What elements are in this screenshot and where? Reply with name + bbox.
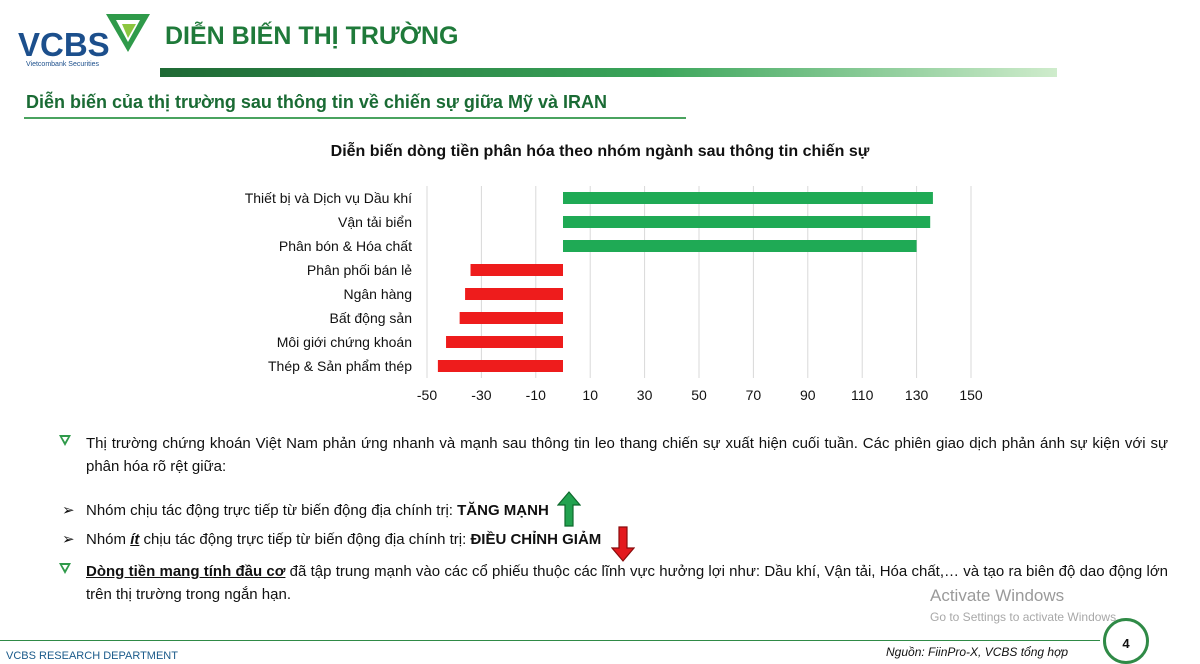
sub-bullet-1-text: Nhóm chịu tác động trực tiếp từ biến động địa chính trị: [86, 502, 458, 519]
x-tick-label: -50 [416, 387, 438, 403]
footer-divider [0, 640, 1100, 641]
category-label: Môi giới chứng khoán [276, 334, 412, 350]
chart-title: Diễn biến dòng tiền phân hóa theo nhóm ngành sau thông tin chiến sự [330, 143, 870, 160]
bar [465, 288, 563, 300]
x-tick-label: 150 [959, 387, 983, 403]
bar [563, 240, 917, 252]
arrow-bullet-icon: ➢ [62, 531, 75, 548]
bullet-item-1 [62, 432, 1168, 478]
footer-source: Nguồn: FiinPro-X, VCBS tổng hợp [886, 645, 1069, 659]
logo-text: VCBS [18, 26, 110, 63]
x-tick-label: -10 [525, 387, 546, 403]
category-label: Vận tải biển [338, 214, 412, 230]
x-tick-label: 10 [582, 387, 598, 403]
arrow-bullet-icon: ➢ [62, 502, 75, 519]
bar [460, 312, 563, 324]
category-label: Thiết bị và Dịch vụ Dầu khí [244, 190, 412, 206]
leaf-bullet-icon [58, 433, 72, 447]
x-tick-label: 70 [745, 387, 762, 403]
leaf-bullet-icon [58, 561, 72, 575]
category-label: Bất động sản [329, 310, 412, 326]
x-tick-label: 110 [851, 387, 874, 403]
bar [438, 360, 563, 372]
footer-department: VCBS RESEARCH DEPARTMENT [6, 650, 178, 662]
bar [563, 216, 930, 228]
watermark-title: Activate Windows [930, 586, 1065, 605]
watermark-subtitle: Go to Settings to activate Windows. [930, 610, 1120, 624]
section-subtitle: Diễn biến của thị trường sau thông tin về chiến sự giữa Mỹ và IRAN [26, 92, 607, 112]
sub-bullet-2 [62, 526, 635, 562]
bar [563, 192, 933, 204]
sub-bullet-2-text: chịu tác động trực tiếp từ biến động địa chính trị: [139, 531, 471, 548]
bar [446, 336, 563, 348]
down-arrow-icon [611, 526, 635, 562]
x-tick-label: 30 [636, 387, 653, 403]
category-label: Phân phối bán lẻ [306, 262, 412, 278]
bullet-2-bold: Dòng tiền mang tính đầu cơ [86, 563, 286, 580]
bullet-1-text: Thị trường chứng khoán Việt Nam phản ứng nhanh và mạnh sau thông tin leo thang chiến sự xuất hiện cuối tuần. Các phiên giao dịch phản ánh sự kiện với sự phân hóa rõ rệt giữa: [86, 435, 1168, 475]
category-label: Ngân hàng [343, 286, 412, 302]
sub-bullet-1-bold: TĂNG MẠNH [457, 502, 549, 519]
sub-bullet-1 [62, 491, 581, 527]
category-label: Phân bón & Hóa chất [278, 238, 412, 254]
bar [471, 264, 563, 276]
x-tick-label: 130 [904, 387, 929, 403]
logo-subtext: Vietcombank Securities [26, 61, 100, 68]
x-tick-label: 50 [691, 387, 707, 403]
category-label: Thép & Sản phẩm thép [268, 358, 412, 374]
page-title: DIỄN BIẾN THỊ TRƯỜNG [165, 22, 459, 50]
sub-bullet-2-emph: ít [130, 531, 140, 548]
up-arrow-icon [557, 491, 581, 527]
bullet-2-rest: đã tập trung mạnh vào các cổ phiếu thuộc các lĩnh vực hưởng lợi như: Dầu khí, Vận tải, Hóa chất,… và tạo ra biên độ dao động lớn trên thị trường trong ngắn hạn. [86, 563, 1168, 603]
sub-bullet-2-bold: ĐIỀU CHỈNH GIẢM [470, 531, 602, 548]
x-tick-label: -30 [471, 387, 492, 403]
x-tick-label: 90 [800, 387, 816, 403]
page-number: 4 [1122, 636, 1130, 651]
sub-bullet-2-pre: Nhóm [86, 531, 131, 548]
